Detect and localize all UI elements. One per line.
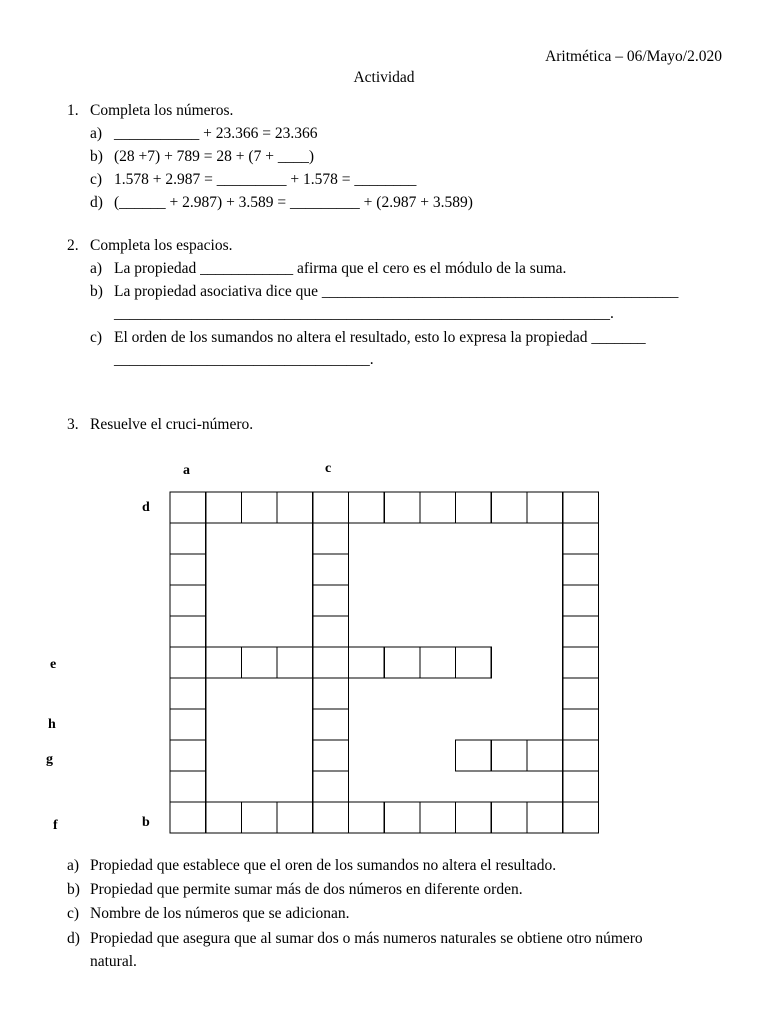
crossword-cell[interactable] <box>313 740 349 771</box>
crossword-cell[interactable] <box>456 740 492 771</box>
q1-item-c-text: 1.578 + 2.987 = _________ + 1.578 = ________ <box>114 171 417 188</box>
crossword-cell[interactable] <box>491 802 527 833</box>
crossword-cell[interactable] <box>170 709 206 740</box>
q3-number: 3. <box>67 416 79 433</box>
q2-prompt: Completa los espacios. <box>90 237 233 254</box>
q2-item-b-text: La propiedad asociativa dice que ______________________________________________ <box>114 283 679 300</box>
crossword-label-c: c <box>325 461 332 476</box>
q1-item-b-text: (28 +7) + 789 = 28 + (7 + ____) <box>114 148 314 165</box>
q1-prompt: Completa los números. <box>90 102 234 119</box>
crossword-cell[interactable] <box>563 647 599 678</box>
crossword-cell[interactable] <box>349 647 385 678</box>
crossword-cell[interactable] <box>241 802 277 833</box>
q2-item-b-label: b) <box>90 283 103 300</box>
crossword-cell[interactable] <box>349 492 385 523</box>
crossword-cell[interactable] <box>170 492 206 523</box>
crossword-label-a: a <box>183 463 190 478</box>
crossword-cell[interactable] <box>313 647 349 678</box>
crossword-cell[interactable] <box>313 802 349 833</box>
crossword-cell[interactable] <box>349 802 385 833</box>
q1-item-c-label: c) <box>90 171 103 188</box>
crossword-cell[interactable] <box>420 802 456 833</box>
crossword-cell[interactable] <box>563 585 599 616</box>
crossword-cell[interactable] <box>170 585 206 616</box>
crossword-cell[interactable] <box>313 554 349 585</box>
crossword-cell[interactable] <box>491 740 527 771</box>
crossword-cells <box>170 492 598 833</box>
crossword-cell[interactable] <box>563 740 599 771</box>
crossword-cell[interactable] <box>206 492 242 523</box>
crossword-cell[interactable] <box>527 802 563 833</box>
crossword-cell[interactable] <box>241 647 277 678</box>
crossword-cell[interactable] <box>170 802 206 833</box>
crossword-cell[interactable] <box>420 492 456 523</box>
crossword-cell[interactable] <box>313 585 349 616</box>
crossword-cell[interactable] <box>170 740 206 771</box>
crossword-cell[interactable] <box>563 492 599 523</box>
crossword-cell[interactable] <box>313 523 349 554</box>
crossword-cell[interactable] <box>491 492 527 523</box>
crossword-cell[interactable] <box>277 647 313 678</box>
q1-item-a-label: a) <box>90 125 103 142</box>
crossword-label-e: e <box>50 657 57 672</box>
course-date-header: Aritmética – 06/Mayo/2.020 <box>545 48 722 65</box>
crossword-cell[interactable] <box>313 709 349 740</box>
clue-c-label: c) <box>67 905 80 922</box>
crossword-cell[interactable] <box>527 492 563 523</box>
q2-item-c-continuation: _________________________________. <box>114 351 374 368</box>
q1-item-d-label: d) <box>90 194 103 211</box>
crossword-cell[interactable] <box>456 492 492 523</box>
clue-d-continuation: natural. <box>90 953 137 970</box>
crossword-cell[interactable] <box>384 492 420 523</box>
q1-number: 1. <box>67 102 79 119</box>
crossword-label-b: b <box>142 815 150 830</box>
crossword-cell[interactable] <box>563 771 599 802</box>
crossword-label-h: h <box>48 717 56 732</box>
q2-item-c-text: El orden de los sumandos no altera el resultado, esto lo expresa la propiedad _______ <box>114 329 646 346</box>
crossword-label-g: g <box>46 752 53 767</box>
clue-b-text: Propiedad que permite sumar más de dos números en diferente orden. <box>90 881 523 898</box>
clue-a-text: Propiedad que establece que el oren de los sumandos no altera el resultado. <box>90 857 557 874</box>
crossword-cell[interactable] <box>420 647 456 678</box>
crossword-cell[interactable] <box>170 554 206 585</box>
q2-item-a-label: a) <box>90 260 103 277</box>
q2-item-a-text: La propiedad ____________ afirma que el cero es el módulo de la suma. <box>114 260 567 277</box>
crossword-cell[interactable] <box>563 678 599 709</box>
q3-prompt: Resuelve el cruci-número. <box>90 416 254 433</box>
crossword-cell[interactable] <box>456 647 492 678</box>
crossword-cell[interactable] <box>313 678 349 709</box>
crossword-cell[interactable] <box>277 802 313 833</box>
crossword-cell[interactable] <box>527 740 563 771</box>
q2-item-c-label: c) <box>90 329 103 346</box>
crossword-cell[interactable] <box>384 647 420 678</box>
crossword-cell[interactable] <box>206 802 242 833</box>
clue-a-label: a) <box>67 857 80 874</box>
q1-item-a-text: ___________ + 23.366 = 23.366 <box>114 125 318 142</box>
crossword-cell[interactable] <box>384 802 420 833</box>
crossword-cell[interactable] <box>241 492 277 523</box>
crossword-cell[interactable] <box>563 523 599 554</box>
crossword-cell[interactable] <box>563 616 599 647</box>
q1-item-b-label: b) <box>90 148 103 165</box>
crossword-cell[interactable] <box>456 802 492 833</box>
crossword-cell[interactable] <box>170 678 206 709</box>
crossword-cell[interactable] <box>563 802 599 833</box>
crossword-label-d: d <box>142 500 150 515</box>
crossword-cell[interactable] <box>313 771 349 802</box>
clue-c-text: Nombre de los números que se adicionan. <box>90 905 350 922</box>
crossword-label-f: f <box>53 818 58 833</box>
crossword-cell[interactable] <box>170 523 206 554</box>
q2-item-b-continuation: ________________________________________________________________. <box>114 305 614 322</box>
crossword-cell[interactable] <box>313 616 349 647</box>
clue-b-label: b) <box>67 881 80 898</box>
q1-item-d-text: (______ + 2.987) + 3.589 = _________ + (2.987 + 3.589) <box>114 194 473 211</box>
clue-d-label: d) <box>67 930 80 947</box>
crossword-cell[interactable] <box>170 647 206 678</box>
crossword-cell[interactable] <box>563 709 599 740</box>
crossword-cell[interactable] <box>313 492 349 523</box>
crossword-cell[interactable] <box>170 616 206 647</box>
crossword-cell[interactable] <box>563 554 599 585</box>
crossword-cell[interactable] <box>277 492 313 523</box>
crossword-cell[interactable] <box>170 771 206 802</box>
q2-number: 2. <box>67 237 79 254</box>
crossword-cell[interactable] <box>206 647 242 678</box>
clue-d-text: Propiedad que asegura que al sumar dos o más numeros naturales se obtiene otro número <box>90 930 643 947</box>
page-title: Actividad <box>353 69 415 86</box>
